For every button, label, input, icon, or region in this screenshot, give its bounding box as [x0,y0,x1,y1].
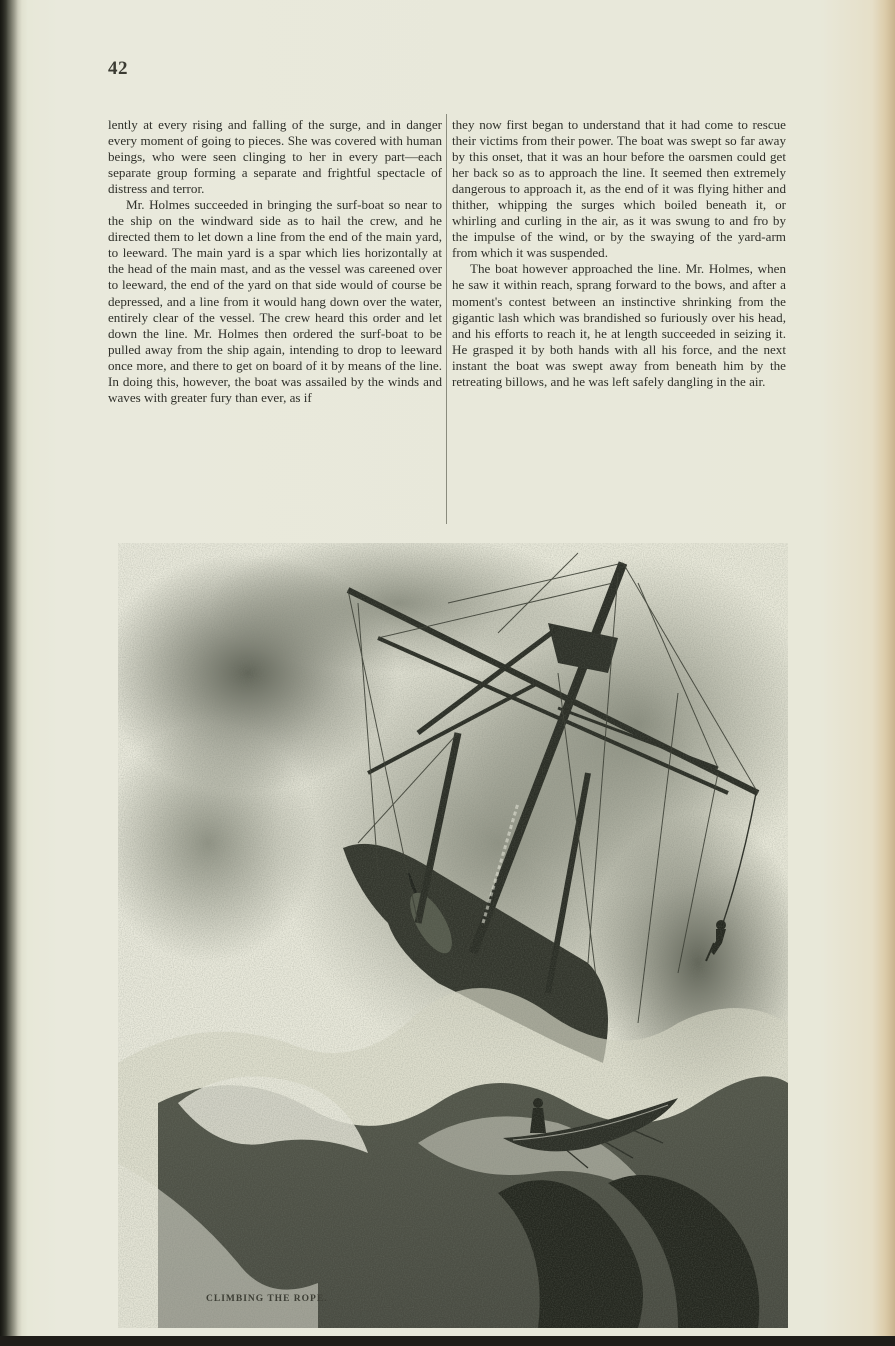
book-gutter-shadow [0,0,22,1336]
paragraph: The boat however approached the line. Mr. Holmes, when he saw it within reach, sprang forward to the bows, and after a moment's contest between an instinctive shrinking from the gigantic lash which was brandished so furiously over his head, and his efforts to reach it, he at length succeeded in seizing it. He grasped it by both hands with all his force, and the next instant the boat was swept away from beneath him by the retreating billows, and he was left safely dangling in the air. [452,261,786,389]
text-column-right [452,117,786,390]
column-divider [446,114,447,524]
paragraph: lently at every rising and falling of the surge, and in danger every moment of going to pieces. She was covered with human beings, who were seen clinging to her in every part—each separate group forming a separate and frightful spectacle of distress and terror. [108,117,442,197]
illustration-caption: CLIMBING THE ROPE. [206,1294,328,1304]
paragraph: Mr. Holmes succeeded in bringing the surf-boat so near to the ship on the windward side as to hail the crew, and he directed them to let down a line from the end of the main yard, to leeward. The main yard is a spar which lies horizontally at the head of the main mast, and as the vessel was careened over to leeward, the end of the yard on that side would of course be depressed, and a line from it would hang down over the water, entirely clear of the vessel. The crew heard this order and let down the line. Mr. Holmes then ordered the surf-boat to be pulled away from the ship again, intending to drop to leeward once more, and there to get on board of it by means of the line. In doing this, however, the boat was assailed by the winds and waves with greater fury than ever, as if [108,197,442,405]
paragraph: they now first began to understand that it had come to rescue their victims from their power. The boat was swept so far away by this onset, that it was an hour before the oarsmen could get her back so as to approach the line. It seemed then extremely dangerous to approach it, as the end of it was flying hither and thither, whipping the surges which boiled beneath it, or whirling and curling in the air, as it was swung to and fro by the impulse of the wind, or by the swaying of the yard-arm from which it was suspended. [452,117,786,261]
page-bottom-edge [0,1336,895,1346]
text-column-left [108,117,442,406]
engraving-illustration [118,543,788,1328]
page-number: 42 [108,58,128,79]
